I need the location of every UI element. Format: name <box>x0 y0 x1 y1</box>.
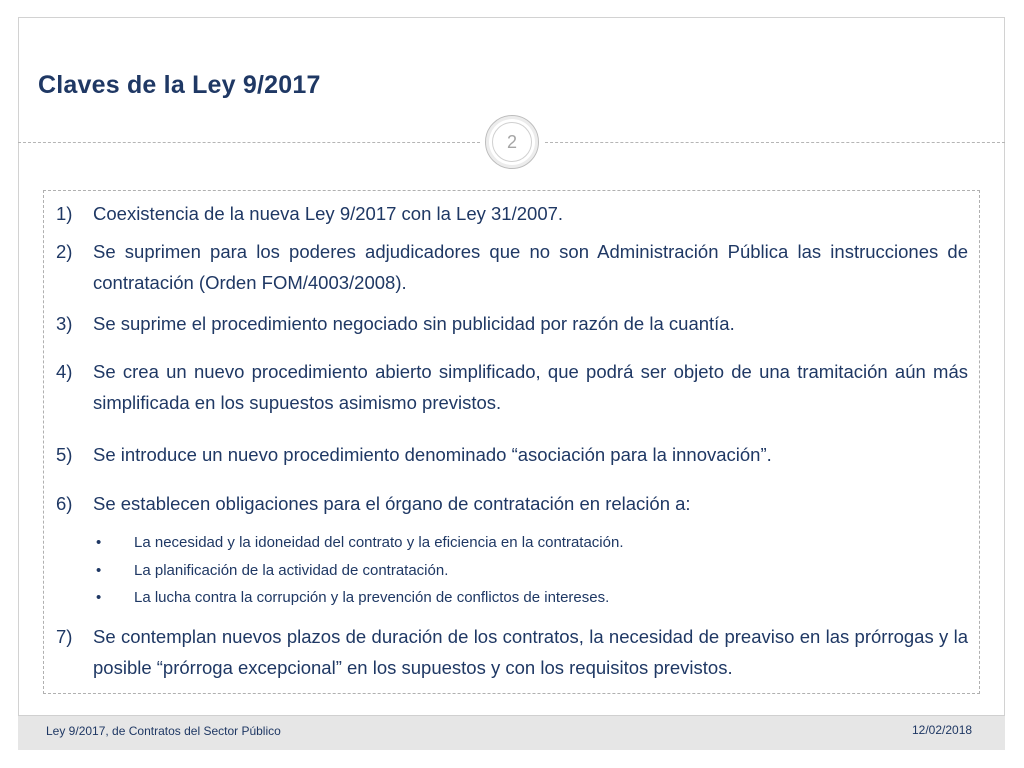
page-number: 2 <box>492 122 532 162</box>
list-item-number: 6) <box>56 493 73 514</box>
slide-title: Claves de la Ley 9/2017 <box>38 71 321 99</box>
bullet-icon: • <box>96 562 102 579</box>
sub-list-item-1 <box>96 532 976 554</box>
list-item-number: 2) <box>56 241 73 262</box>
list-item-text: Se suprimen para los poderes adjudicadores que no son Administración Pública las instrucciones de contratación (Orden FOM/4003/2008). <box>93 241 968 293</box>
list-item-text: Se establecen obligaciones para el órgano de contratación en relación a: <box>93 493 691 514</box>
list-item-5 <box>56 439 968 470</box>
bullet-icon: • <box>96 534 102 551</box>
list-item-text: Se suprime el procedimiento negociado sin publicidad por razón de la cuantía. <box>93 313 735 334</box>
list-item-number: 1) <box>56 203 73 224</box>
list-item-1 <box>56 198 968 229</box>
list-item-text: Coexistencia de la nueva Ley 9/2017 con la Ley 31/2007. <box>93 203 564 224</box>
list-item-7 <box>56 621 968 683</box>
sub-list-item-text: La planificación de la actividad de contratación. <box>134 562 449 579</box>
footer-document-title: Ley 9/2017, de Contratos del Sector Público <box>46 724 281 738</box>
list-item-number: 3) <box>56 313 73 334</box>
sub-list-item-2 <box>96 560 976 582</box>
list-item-number: 4) <box>56 361 73 382</box>
list-item-3 <box>56 308 968 339</box>
title-divider-left <box>18 142 480 143</box>
list-item-4 <box>56 356 968 418</box>
list-item-2 <box>56 236 968 298</box>
list-item-6 <box>56 488 968 519</box>
sub-list-item-3 <box>96 587 976 609</box>
title-divider-right <box>545 142 1005 143</box>
list-item-number: 5) <box>56 444 73 465</box>
list-item-text: Se crea un nuevo procedimiento abierto simplificado, que podrá ser objeto de una tramitación aún más simplificada en los supuestos asimismo previstos. <box>93 361 968 413</box>
bullet-icon: • <box>96 589 102 606</box>
footer-date: 12/02/2018 <box>912 723 973 737</box>
sub-list-item-text: La lucha contra la corrupción y la prevención de conflictos de intereses. <box>134 589 610 606</box>
list-item-text: Se introduce un nuevo procedimiento denominado “asociación para la innovación”. <box>93 444 772 465</box>
sub-list-item-text: La necesidad y la idoneidad del contrato y la eficiencia en la contratación. <box>134 534 624 551</box>
list-item-text: Se contemplan nuevos plazos de duración de los contratos, la necesidad de preaviso en las prórrogas y la posible “prórroga excepcional” en los supuestos y con los requisitos previstos. <box>93 626 968 678</box>
list-item-number: 7) <box>56 626 73 647</box>
page-number-badge <box>485 115 539 169</box>
